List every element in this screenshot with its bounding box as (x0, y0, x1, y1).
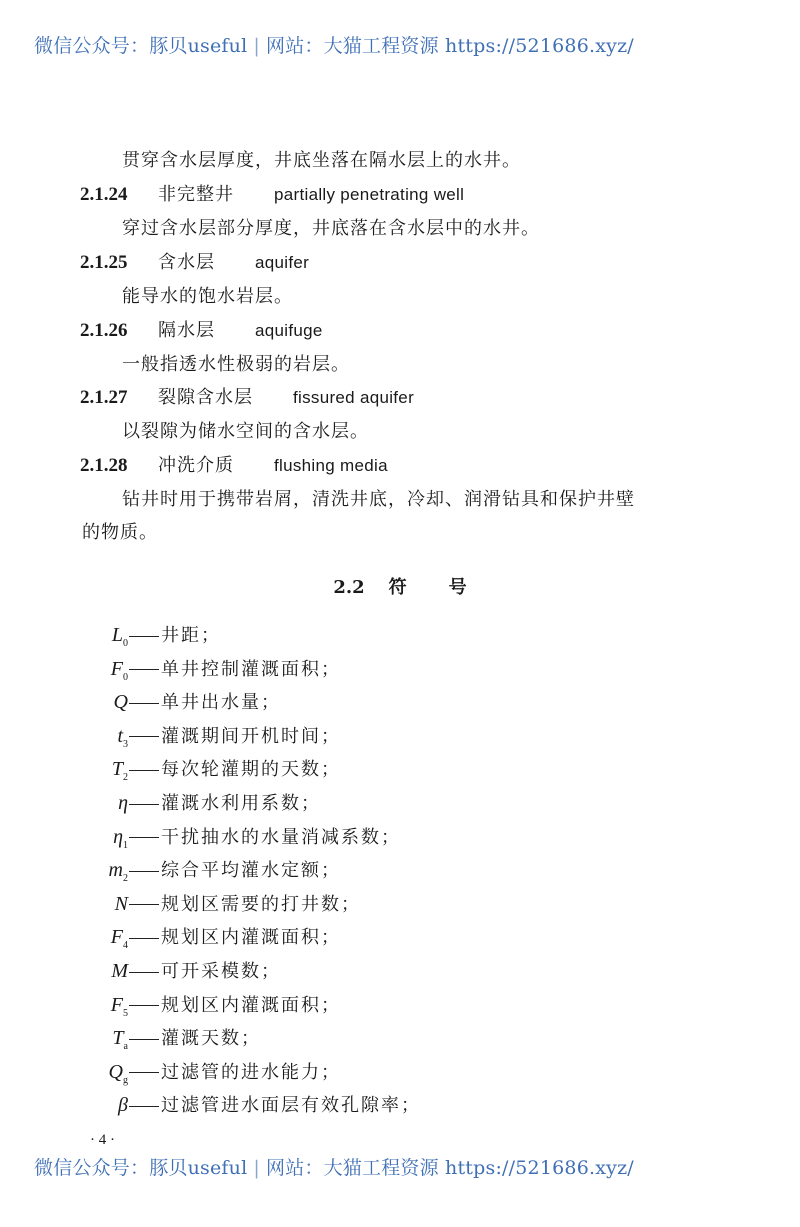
symbol-definition: 每次轮灌期的天数； (161, 759, 341, 781)
symbol-letter: Q (113, 691, 128, 714)
symbol-letter: F (110, 657, 123, 680)
dash (129, 904, 159, 905)
dash (129, 871, 159, 872)
symbol-definition: 灌溉期间开机时间； (161, 725, 341, 747)
symbol (60, 893, 128, 924)
symbol (60, 1061, 128, 1092)
symbol (60, 1094, 128, 1125)
continuation-text: 贯穿含水层厚度，井底坐落在隔水层上的水井。 (122, 150, 521, 171)
symbol (60, 960, 128, 991)
symbol-letter: N (114, 892, 128, 915)
term-definition: 穿过含水层部分厚度，井底落在含水层中的水井。 (122, 218, 540, 239)
watermark-separator: | (253, 1157, 260, 1179)
dash (129, 736, 159, 737)
symbol (60, 658, 128, 689)
symbol-letter: L (111, 624, 123, 646)
term-chinese: 隔水层 (158, 320, 215, 341)
dash (129, 669, 159, 670)
symbol-item (60, 1061, 341, 1092)
symbol-definition: 可开采模数； (161, 961, 281, 982)
symbol-subscript: g (123, 1074, 128, 1086)
term-chinese: 裂隙含水层 (158, 387, 253, 408)
watermark-website: 网站：大猫工程资源 https://521686.xyz/ (266, 35, 634, 57)
term-english: fissured aquifer (293, 388, 415, 407)
symbol-item (60, 624, 221, 655)
symbol-definition: 规划区内灌溉面积； (161, 994, 341, 1016)
symbol-definition: 单井控制灌溉面积； (161, 658, 341, 680)
watermark-top (34, 31, 634, 58)
term-entry (80, 455, 388, 477)
symbol-item (60, 893, 361, 924)
symbol-definition: 综合平均灌水定额； (161, 860, 341, 882)
term-chinese: 非完整井 (158, 184, 234, 205)
symbol (60, 859, 128, 890)
symbol-subscript: 2 (123, 873, 128, 885)
page-number: · 4 · (90, 1132, 115, 1148)
symbol (60, 826, 128, 857)
symbol-letter: T (111, 758, 123, 781)
symbol-letter: M (111, 960, 128, 982)
symbol-definition: 灌溉天数； (161, 1028, 261, 1050)
term-definition: 能导水的饱水岩层。 (122, 286, 293, 307)
symbol-letter: Q (108, 1060, 123, 1083)
watermark-bottom (34, 1153, 634, 1180)
watermark-separator: | (253, 35, 260, 57)
dash (129, 636, 159, 637)
term-english: aquifer (255, 253, 310, 272)
section-number: 2.2 (333, 577, 365, 598)
symbol (60, 1027, 128, 1058)
term-definition-cont: 的物质。 (82, 522, 158, 543)
symbol-definition: 灌溉水利用系数； (161, 793, 321, 814)
symbol-letter: η (113, 825, 123, 848)
symbol-item (60, 658, 341, 689)
symbol-letter: η (118, 792, 128, 814)
symbol-letter: F (110, 926, 123, 949)
symbol-letter: β (118, 1094, 128, 1117)
dash (129, 770, 159, 771)
section-title-a: 符 (388, 577, 407, 598)
watermark-website: 网站：大猫工程资源 https://521686.xyz/ (266, 1157, 634, 1179)
symbol (60, 758, 128, 789)
symbol-definition: 单井出水量； (161, 692, 281, 714)
symbol (60, 691, 128, 722)
term-entry (80, 387, 414, 409)
section-heading (0, 573, 800, 599)
term-english: flushing media (274, 456, 388, 475)
symbol-definition: 过滤管进水面层有效孔隙率； (161, 1095, 421, 1117)
symbol-item (60, 1027, 261, 1058)
dash (129, 1005, 159, 1006)
dash (129, 1072, 159, 1073)
symbol (60, 994, 128, 1025)
watermark-wechat: 微信公众号：豚贝useful (34, 35, 248, 57)
term-definition: 一般指透水性极弱的岩层。 (122, 354, 350, 375)
symbol-subscript: 0 (123, 638, 128, 649)
symbol-subscript: a (123, 1041, 128, 1053)
symbol-definition: 规划区内灌溉面积； (161, 927, 341, 949)
symbol-item (60, 1094, 421, 1125)
term-number: 2.1.27 (80, 387, 128, 408)
term-chinese: 冲洗介质 (158, 455, 234, 476)
symbol-subscript: 0 (123, 671, 128, 683)
symbol-item (60, 691, 281, 722)
symbol-item (60, 960, 281, 991)
symbol-item (60, 725, 341, 756)
term-number: 2.1.24 (80, 184, 128, 205)
dash (129, 1039, 159, 1040)
term-chinese: 含水层 (158, 252, 215, 273)
symbol-subscript: 4 (123, 940, 128, 952)
term-english: aquifuge (255, 321, 323, 340)
term-number: 2.1.26 (80, 320, 128, 341)
dash (129, 1106, 159, 1107)
symbol-item (60, 994, 341, 1025)
symbol (60, 926, 128, 957)
symbol-letter: T (112, 1027, 124, 1050)
symbol-item (60, 826, 401, 857)
dash (129, 938, 159, 939)
symbol-subscript: 5 (123, 1007, 128, 1019)
symbol-subscript: 3 (123, 738, 128, 750)
term-entry (80, 320, 323, 342)
dash (129, 972, 159, 973)
symbol-letter: F (110, 993, 123, 1016)
term-definition: 钻井时用于携带岩屑，清洗井底，冷却、润滑钻具和保护井壁 (122, 489, 635, 510)
term-entry (80, 184, 464, 206)
term-entry (80, 252, 309, 274)
symbol-definition: 井距； (161, 625, 221, 646)
dash (129, 703, 159, 704)
symbol-item (60, 792, 321, 823)
symbol (60, 725, 128, 756)
symbol-subscript: 1 (123, 839, 128, 851)
section-title-b: 号 (448, 577, 467, 598)
symbol (60, 792, 128, 823)
dash (129, 804, 159, 805)
symbol-item (60, 926, 341, 957)
term-number: 2.1.25 (80, 252, 128, 273)
term-english: partially penetrating well (274, 185, 465, 204)
symbol-letter: m (108, 859, 123, 882)
symbol-subscript: 2 (123, 772, 128, 784)
dash (129, 837, 159, 838)
symbol-definition: 过滤管的进水能力； (161, 1061, 341, 1083)
symbol-item (60, 859, 341, 890)
term-number: 2.1.28 (80, 455, 128, 476)
symbol (60, 624, 128, 655)
term-definition: 以裂隙为储水空间的含水层。 (122, 421, 369, 442)
watermark-wechat: 微信公众号：豚贝useful (34, 1157, 248, 1179)
symbol-item (60, 758, 341, 789)
symbol-definition: 干扰抽水的水量消减系数； (161, 826, 401, 848)
symbol-definition: 规划区需要的打井数； (161, 893, 361, 915)
symbol-letter: t (117, 724, 123, 747)
